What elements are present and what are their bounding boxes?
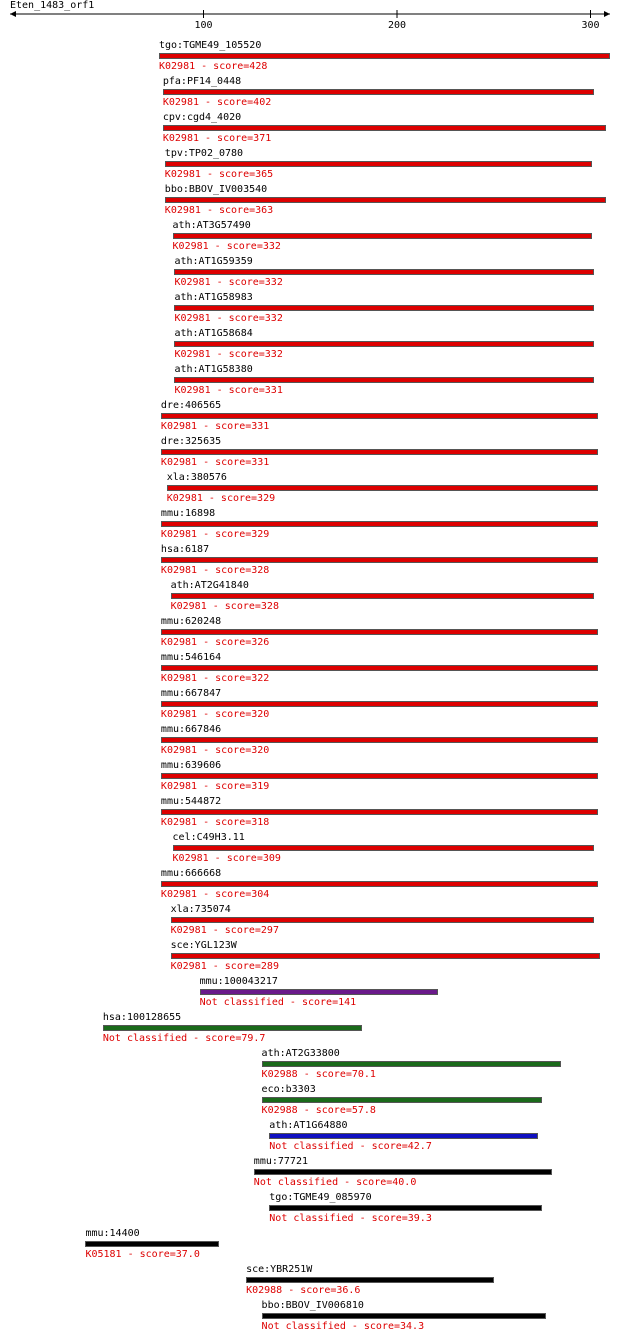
hit-link[interactable]: sce:YGL123W (170, 940, 237, 951)
hit-description: K02981 - score=322 (160, 673, 270, 684)
ruler-right-arrow (604, 11, 610, 17)
hit-link[interactable]: mmu:16898 (160, 508, 216, 519)
alignment-bar[interactable] (161, 665, 598, 671)
hit-link[interactable]: pfa:PF14_0448 (162, 76, 242, 87)
hit-description: K02981 - score=332 (174, 313, 283, 324)
hit-link[interactable]: ath:AT1G58684 (174, 328, 253, 339)
hit-description: K02981 - score=309 (172, 853, 281, 864)
alignment-bar[interactable] (163, 89, 595, 95)
alignment-bar[interactable] (161, 773, 598, 779)
hit-description: K02981 - score=365 (164, 169, 274, 180)
hit-link[interactable]: mmu:620248 (160, 616, 222, 627)
hit-description: Not classified - score=79.7 (102, 1033, 266, 1044)
alignment-bar[interactable] (173, 233, 593, 239)
hit-link[interactable]: hsa:6187 (160, 544, 210, 555)
hit-description: K02981 - score=304 (160, 889, 270, 900)
hit-description: K02981 - score=289 (170, 961, 279, 972)
hit-link[interactable]: mmu:77721 (253, 1156, 308, 1167)
ruler-tick-label: 100 (194, 20, 213, 31)
hit-description: K02981 - score=328 (160, 565, 270, 576)
hit-description: K02988 - score=70.1 (261, 1069, 376, 1080)
alignment-bar[interactable] (85, 1241, 219, 1247)
alignment-bar[interactable] (161, 737, 598, 743)
alignment-bar[interactable] (161, 557, 598, 563)
hit-link[interactable]: dre:325635 (160, 436, 222, 447)
alignment-bar[interactable] (167, 485, 599, 491)
hit-link[interactable]: mmu:100043217 (199, 976, 278, 987)
alignment-bar[interactable] (262, 1061, 562, 1067)
alignment-bar[interactable] (174, 305, 594, 311)
hit-link[interactable]: mmu:667846 (160, 724, 222, 735)
hit-description: Not classified - score=42.7 (269, 1141, 432, 1152)
hit-link[interactable]: mmu:639606 (160, 760, 222, 771)
hit-description: K02981 - score=329 (166, 493, 276, 504)
hit-link[interactable]: tgo:TGME49_105520 (158, 40, 262, 51)
hit-link[interactable]: mmu:546164 (160, 652, 222, 663)
hit-link[interactable]: bbo:BBOV_IV006810 (261, 1300, 364, 1311)
hit-link[interactable]: sce:YBR251W (246, 1264, 313, 1275)
hit-link[interactable]: ath:AT1G58380 (174, 364, 253, 375)
alignment-bar[interactable] (161, 629, 598, 635)
alignment-bar[interactable] (161, 701, 598, 707)
hit-link[interactable]: mmu:667847 (160, 688, 222, 699)
query-name: Eten_1483_orf1 (10, 0, 95, 11)
alignment-bar[interactable] (171, 593, 595, 599)
ruler-tick-label: 300 (581, 20, 600, 31)
alignment-bar[interactable] (165, 161, 593, 167)
hit-link[interactable]: ath:AT1G58983 (174, 292, 253, 303)
alignment-bar[interactable] (161, 881, 598, 887)
hit-link[interactable]: mmu:544872 (160, 796, 222, 807)
alignment-bar[interactable] (269, 1133, 538, 1139)
hit-link[interactable]: mmu:14400 (85, 1228, 140, 1239)
alignment-bar[interactable] (171, 917, 595, 923)
alignment-bar[interactable] (159, 53, 610, 59)
hit-description: K02981 - score=331 (174, 385, 283, 396)
alignment-bar[interactable] (174, 341, 594, 347)
hit-description: K02981 - score=326 (160, 637, 270, 648)
hit-description: K02981 - score=329 (160, 529, 270, 540)
hit-description: K02981 - score=318 (160, 817, 270, 828)
hit-link[interactable]: bbo:BBOV_IV003540 (164, 184, 268, 195)
alignment-bar[interactable] (262, 1313, 546, 1319)
alignment-bar[interactable] (161, 521, 598, 527)
alignment-bar[interactable] (163, 125, 606, 131)
ruler-tick-label: 200 (387, 20, 407, 31)
hit-description: K02981 - score=320 (160, 709, 270, 720)
hit-link[interactable]: cel:C49H3.11 (172, 832, 245, 843)
alignment-bar[interactable] (200, 989, 438, 995)
hit-description: K02981 - score=332 (172, 241, 281, 252)
hit-description: K02988 - score=57.8 (261, 1105, 376, 1116)
hit-link[interactable]: ath:AT3G57490 (172, 220, 251, 231)
hit-description: Not classified - score=141 (199, 997, 357, 1008)
hit-link[interactable]: dre:406565 (160, 400, 222, 411)
hit-description: K05181 - score=37.0 (85, 1249, 200, 1260)
hit-description: K02988 - score=36.6 (246, 1285, 361, 1296)
hit-description: K02981 - score=328 (170, 601, 279, 612)
alignment-bar[interactable] (161, 809, 598, 815)
hit-description: Not classified - score=40.0 (253, 1177, 417, 1188)
hit-description: K02981 - score=297 (170, 925, 279, 936)
hit-description: K02981 - score=363 (164, 205, 274, 216)
hit-description: K02981 - score=371 (162, 133, 272, 144)
hit-link[interactable]: eco:b3303 (261, 1084, 316, 1095)
alignment-bar[interactable] (161, 413, 598, 419)
alignment-bar[interactable] (254, 1169, 552, 1175)
hit-link[interactable]: xla:380576 (166, 472, 227, 483)
hit-description: K02981 - score=319 (160, 781, 270, 792)
hit-description: K02981 - score=428 (158, 61, 268, 72)
alignment-bar[interactable] (165, 197, 606, 203)
hit-link[interactable]: cpv:cgd4_4020 (162, 112, 242, 123)
hit-description: K02981 - score=331 (160, 421, 270, 432)
alignment-bar[interactable] (246, 1277, 494, 1283)
hit-link[interactable]: mmu:666668 (160, 868, 222, 879)
alignment-bar[interactable] (171, 953, 601, 959)
hit-description: Not classified - score=39.3 (269, 1213, 432, 1224)
hit-link[interactable]: tgo:TGME49_085970 (269, 1192, 372, 1203)
alignment-bar[interactable] (174, 377, 594, 383)
alignment-bar[interactable] (173, 845, 595, 851)
alignment-bar[interactable] (103, 1025, 362, 1031)
hit-description: K02981 - score=402 (162, 97, 272, 108)
hit-description: K02981 - score=332 (174, 349, 283, 360)
hit-link[interactable]: ath:AT2G33800 (261, 1048, 340, 1059)
hit-link[interactable]: tpv:TP02_0780 (164, 148, 244, 159)
hit-link[interactable]: xla:735074 (170, 904, 231, 915)
hit-link[interactable]: ath:AT1G64880 (269, 1120, 348, 1131)
alignment-bar[interactable] (262, 1097, 543, 1103)
hit-description: K02981 - score=332 (174, 277, 283, 288)
hit-link[interactable]: hsa:100128655 (102, 1012, 182, 1023)
alignment-bar[interactable] (174, 269, 594, 275)
hit-link[interactable]: ath:AT2G41840 (170, 580, 249, 591)
alignment-bar[interactable] (161, 449, 598, 455)
hit-description: K02981 - score=331 (160, 457, 270, 468)
alignment-bar[interactable] (269, 1205, 542, 1211)
hit-link[interactable]: ath:AT1G59359 (174, 256, 253, 267)
hit-description: Not classified - score=34.3 (261, 1321, 425, 1332)
hit-description: K02981 - score=320 (160, 745, 270, 756)
